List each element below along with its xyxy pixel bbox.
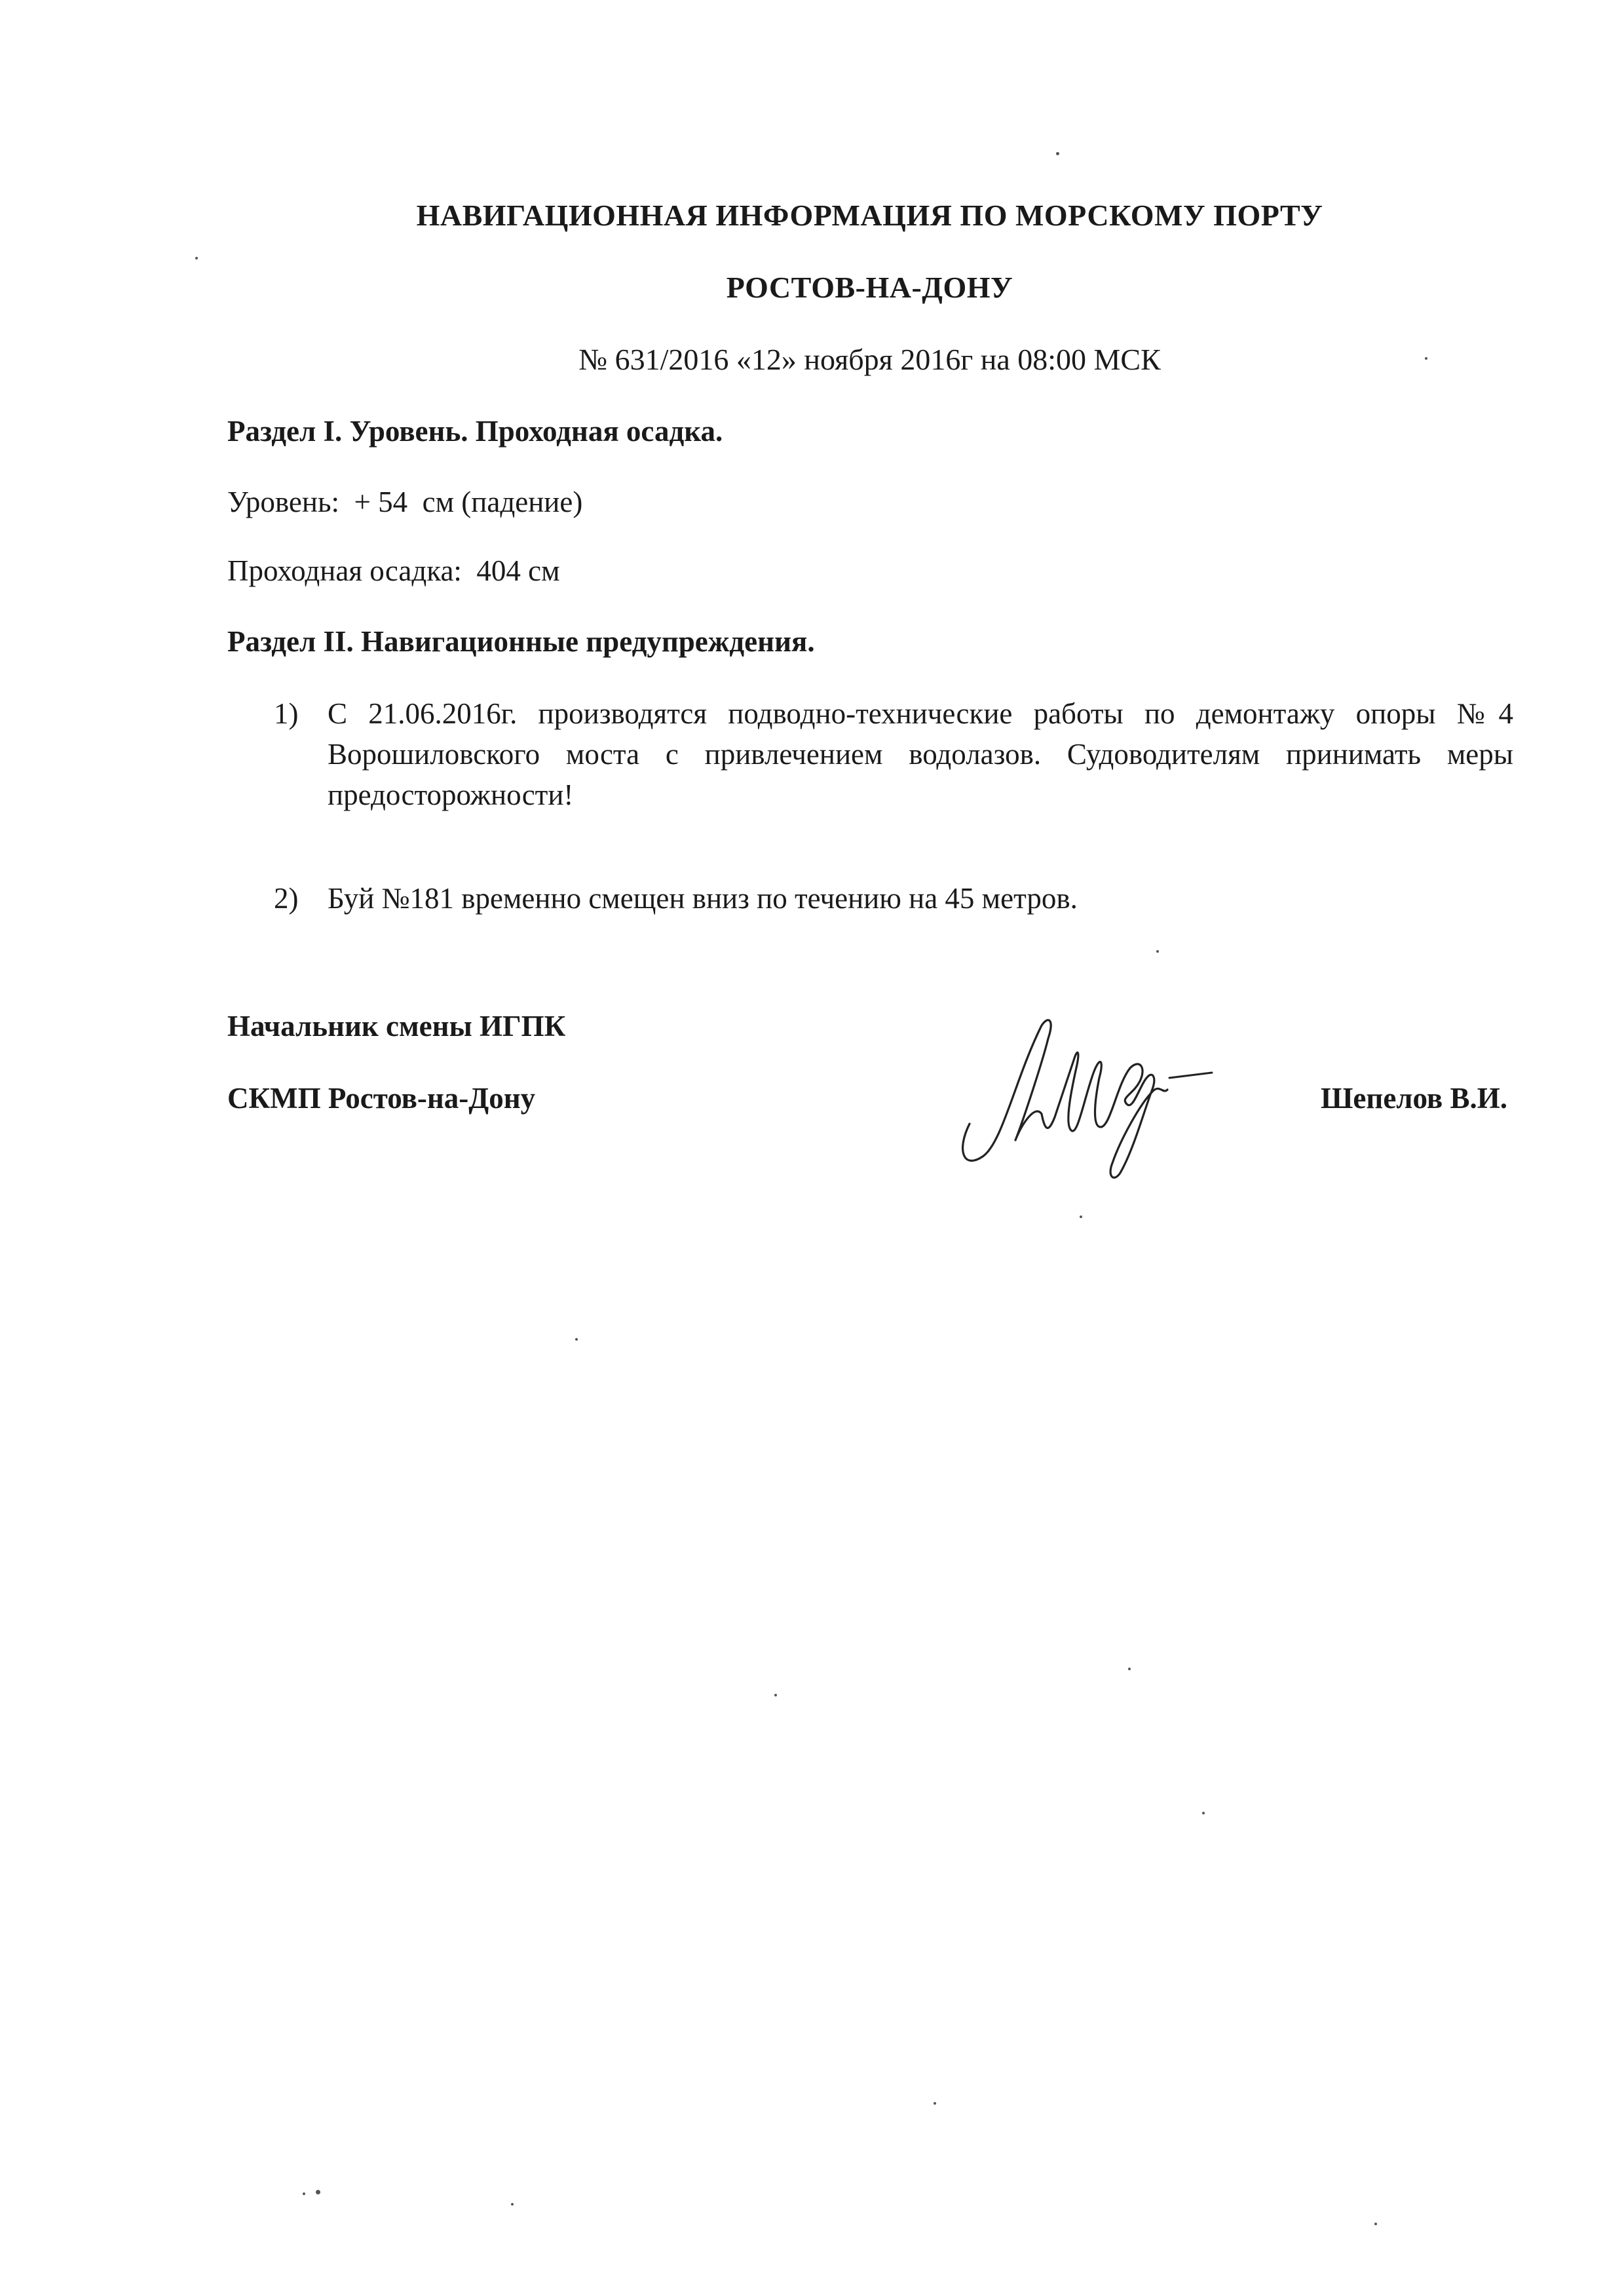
scan-speck — [316, 2190, 320, 2194]
warning-text: С 21.06.2016г. производятся подводно-технические работы по демонтажу опоры №4 Ворошиловского моста с привлечением водолазов. Судоводителям принимать меры предосторожности! — [328, 697, 1513, 811]
scan-speck — [1374, 2223, 1377, 2225]
warning-item — [274, 693, 1513, 815]
scan-speck — [195, 257, 198, 259]
document-title-line-2: РОСТОВ-НА-ДОНУ — [726, 271, 1013, 304]
scan-speck — [1202, 1812, 1205, 1814]
handwritten-signature — [943, 999, 1218, 1183]
scan-speck — [303, 2192, 305, 2195]
signer-name: Шепелов В.И. — [1321, 1082, 1507, 1115]
scan-speck — [1156, 950, 1159, 953]
warning-number: 2) — [274, 882, 299, 915]
warning-item — [274, 878, 1513, 919]
document-number-date: № 631/2016 «12» ноября 2016г на 08:00 МСК — [578, 343, 1161, 376]
section-2-heading: Раздел II. Навигационные предупреждения. — [227, 625, 815, 658]
document-title-line-1: НАВИГАЦИОННАЯ ИНФОРМАЦИЯ ПО МОРСКОМУ ПОРТУ — [416, 199, 1323, 232]
warning-text: Буй №181 временно смещен вниз по течению на 45 метров. — [328, 882, 1078, 915]
navigation-warnings-list — [274, 693, 1513, 919]
signer-organization: СКМП Ростов-на-Дону — [227, 1082, 536, 1115]
scan-speck — [575, 1338, 578, 1341]
signer-position: Начальник смены ИГПК — [227, 1010, 566, 1043]
scan-speck — [511, 2203, 514, 2206]
scan-speck — [1128, 1668, 1131, 1670]
scan-speck — [1056, 152, 1059, 155]
water-level-line: Уровень: + 54 см (падение) — [227, 486, 583, 518]
scan-speck — [1080, 1215, 1082, 1218]
passing-draft-line: Проходная осадка: 404 см — [227, 554, 560, 587]
scan-speck — [1425, 357, 1427, 360]
scan-speck — [934, 2102, 936, 2105]
warning-number: 1) — [274, 697, 299, 730]
scan-speck — [774, 1694, 777, 1696]
section-1-heading: Раздел I. Уровень. Проходная осадка. — [227, 415, 723, 448]
